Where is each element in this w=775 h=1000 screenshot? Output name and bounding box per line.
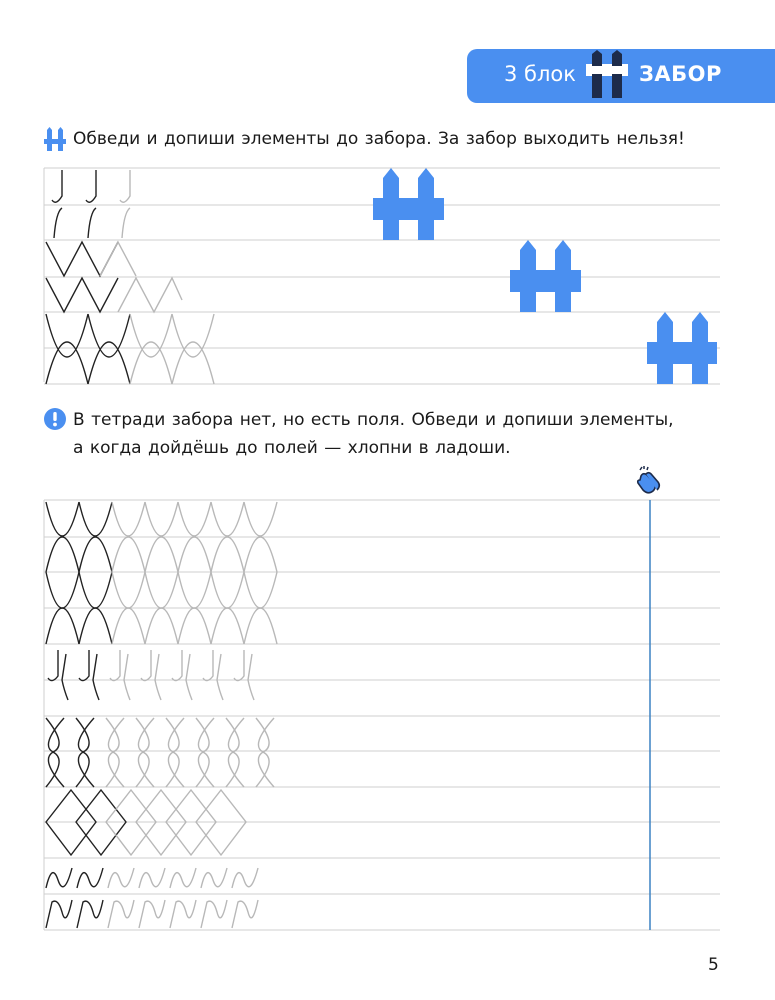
hook-stroke [52, 170, 62, 238]
lattice-stroke [178, 572, 211, 608]
fence-marker-3 [647, 312, 717, 384]
wave-stroke [108, 900, 134, 928]
block-number: 3 блок [504, 62, 576, 86]
loop-stroke [166, 718, 184, 787]
lattice-stroke [46, 537, 79, 572]
loop-stroke [76, 718, 94, 787]
wave-stroke [139, 868, 165, 888]
lattice-stroke [112, 608, 145, 644]
loop-stroke [226, 718, 244, 787]
trace-row-lattice [46, 502, 277, 644]
hook-stroke [110, 650, 130, 700]
wave-stroke [232, 868, 258, 888]
wave-stroke [77, 900, 103, 928]
lattice-stroke [145, 537, 178, 572]
lattice-stroke [145, 608, 178, 644]
arch-stroke [130, 314, 172, 357]
task2-rules [44, 500, 720, 930]
wave-stroke [108, 868, 134, 888]
lattice-stroke [211, 572, 244, 608]
wave-stroke [46, 868, 72, 888]
lattice-stroke [211, 502, 244, 536]
lattice-stroke [145, 572, 178, 608]
wave-stroke [201, 868, 227, 888]
lattice-stroke [244, 608, 277, 644]
lattice-stroke [244, 502, 277, 536]
lattice-stroke [112, 572, 145, 608]
lattice-stroke [46, 502, 79, 536]
page-number: 5 [708, 955, 719, 975]
loop-stroke [106, 718, 124, 787]
zigzag-stroke [100, 242, 136, 276]
loop-stroke [46, 718, 64, 787]
wave-stroke [201, 900, 227, 928]
lattice-stroke [178, 537, 211, 572]
loop-stroke [196, 718, 214, 787]
wave-stroke [77, 868, 103, 888]
wave-stroke [170, 900, 196, 928]
arch-stroke [88, 314, 130, 357]
hook-stroke [234, 650, 254, 700]
hook-stroke [48, 650, 68, 700]
trace-row-arches [46, 314, 214, 384]
lattice-stroke [79, 537, 112, 572]
task2-instruction-line2: а когда дойдёшь до полей — хлопни в ладоши. [73, 438, 511, 458]
wave-stroke [232, 900, 258, 928]
trace-row-hooks-2 [48, 650, 254, 700]
lattice-stroke [112, 537, 145, 572]
arch-stroke [172, 314, 214, 357]
trace-row-loops [46, 718, 274, 787]
lattice-stroke [244, 572, 277, 608]
wave-stroke [139, 900, 165, 928]
task1-instruction: Обведи и допиши элементы до забора. За забор выходить нельзя! [73, 129, 685, 149]
lattice-stroke [46, 608, 79, 644]
lattice-stroke [178, 608, 211, 644]
zigzag-stroke [118, 278, 182, 312]
loop-stroke [136, 718, 154, 787]
arch-stroke [46, 314, 88, 357]
hook-stroke [141, 650, 161, 700]
wave-stroke [46, 900, 72, 928]
block-title: ЗАБОР [639, 62, 722, 86]
wave-stroke [170, 868, 196, 888]
lattice-stroke [79, 572, 112, 608]
lattice-stroke [211, 537, 244, 572]
task2-instruction-line1: В тетради забора нет, но есть поля. Обведи и допиши элементы, [73, 410, 674, 430]
hook-stroke [172, 650, 192, 700]
lattice-stroke [178, 502, 211, 536]
hook-stroke [79, 650, 99, 700]
lattice-stroke [145, 502, 178, 536]
fence-marker-1 [373, 168, 444, 240]
zigzag-stroke [46, 278, 118, 312]
trace-row-waves [46, 868, 258, 928]
lattice-stroke [112, 502, 145, 536]
trace-row-hooks [52, 170, 130, 238]
fence-marker-2 [510, 240, 581, 312]
hook-stroke [203, 650, 223, 700]
lattice-stroke [211, 608, 244, 644]
lattice-stroke [244, 537, 277, 572]
hook-stroke [120, 170, 130, 238]
lattice-stroke [46, 572, 79, 608]
lattice-stroke [79, 502, 112, 536]
zigzag-stroke [46, 242, 118, 276]
hook-stroke [86, 170, 96, 238]
loop-stroke [256, 718, 274, 787]
lattice-stroke [79, 608, 112, 644]
